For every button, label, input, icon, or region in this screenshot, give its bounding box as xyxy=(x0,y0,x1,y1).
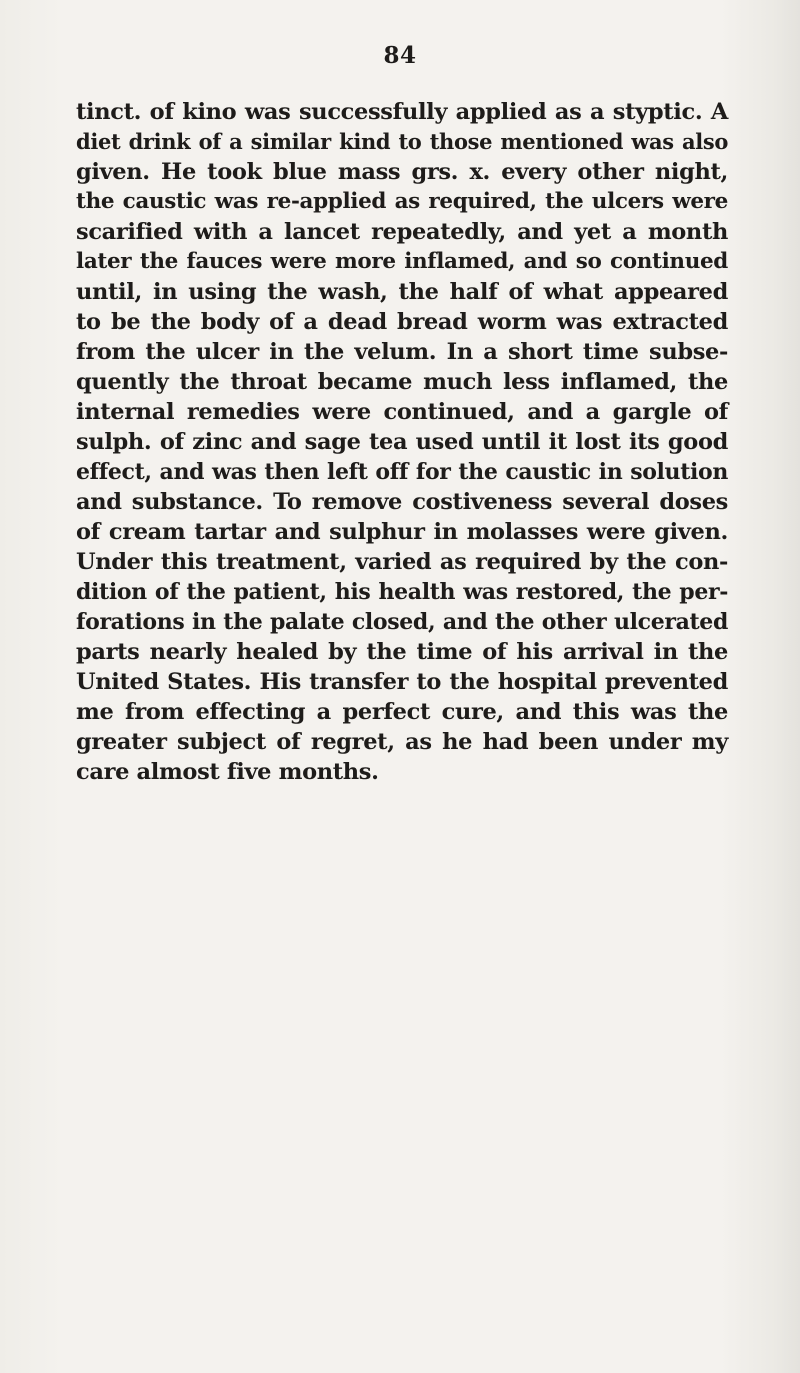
text-line: diet drink of a similar kind to those mentioned was also xyxy=(76,129,728,154)
text-line: until, in using the wash, the half of what appeared xyxy=(76,279,728,305)
text-line: and substance. To remove costiveness several doses xyxy=(76,489,728,515)
text-line: United States. His transfer to the hospital prevented xyxy=(76,669,728,695)
body-paragraph xyxy=(76,97,728,787)
text-line: forations in the palate closed, and the other ulcerated xyxy=(76,609,728,635)
text-line: of cream tartar and sulphur in molasses were given. xyxy=(76,519,728,545)
text-line: effect, and was then left off for the caustic in solution xyxy=(76,459,728,485)
text-line: sulph. of zinc and sage tea used until it lost its good xyxy=(76,429,728,455)
text-line: from the ulcer in the velum. In a short time subse- xyxy=(76,339,728,365)
page-number: 84 xyxy=(383,42,417,69)
text-line: Under this treatment, varied as required by the con- xyxy=(76,549,728,575)
text-line: dition of the patient, his health was restored, the per- xyxy=(76,579,728,605)
text-line: later the fauces were more inflamed, and so continued xyxy=(76,249,728,274)
text-line: given. He took blue mass grs. x. every other night, xyxy=(76,159,728,185)
text-line: me from effecting a perfect cure, and this was the xyxy=(76,699,728,725)
text-line: tinct. of kino was successfully applied as a styptic. A xyxy=(76,99,728,125)
text-line: internal remedies were continued, and a gargle of xyxy=(76,399,728,425)
text-line: the caustic was re-applied as required, the ulcers were xyxy=(76,189,728,214)
text-line: parts nearly healed by the time of his arrival in the xyxy=(76,639,728,665)
text-line: quently the throat became much less inflamed, the xyxy=(76,369,728,395)
text-line: greater subject of regret, as he had been under my xyxy=(76,729,728,755)
text-line: care almost five months. xyxy=(76,759,379,785)
text-line: to be the body of a dead bread worm was extracted xyxy=(76,309,728,335)
text-line: scarified with a lancet repeatedly, and yet a month xyxy=(76,219,728,245)
